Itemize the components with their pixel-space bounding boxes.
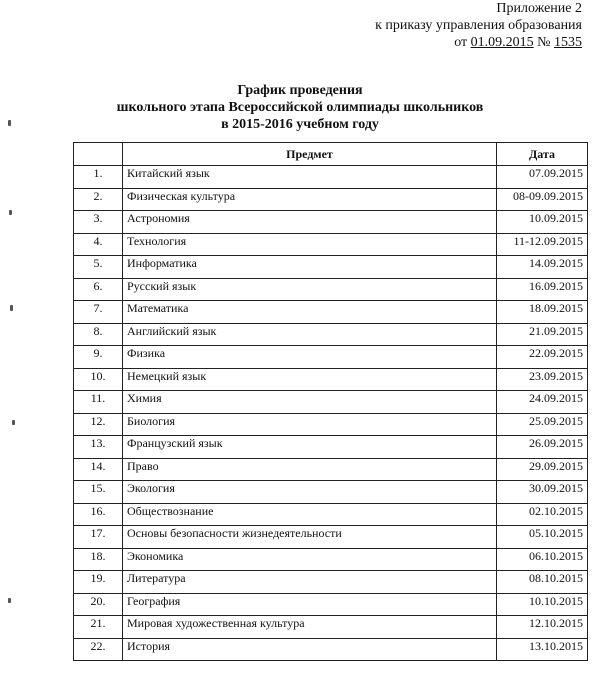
document-title — [0, 82, 600, 133]
row-subject: Французский язык — [123, 436, 497, 459]
table-row — [74, 301, 588, 324]
table-row — [74, 188, 588, 211]
order-date-line — [375, 34, 582, 51]
column-header-subject: Предмет — [123, 143, 497, 166]
row-date: 10.10.2015 — [497, 593, 588, 616]
row-subject: Физическая культура — [123, 188, 497, 211]
table-row — [74, 593, 588, 616]
order-date: 01.09.2015 — [470, 35, 534, 50]
order-number: 1535 — [554, 35, 582, 50]
row-date: 05.10.2015 — [497, 526, 588, 549]
row-number: 5. — [74, 256, 123, 279]
row-subject: Математика — [123, 301, 497, 324]
scan-mark — [12, 420, 15, 425]
row-date: 08-09.09.2015 — [497, 188, 588, 211]
table-row — [74, 391, 588, 414]
scan-mark — [9, 210, 12, 215]
row-subject: Астрономия — [123, 211, 497, 234]
row-number: 2. — [74, 188, 123, 211]
row-number: 4. — [74, 233, 123, 256]
row-subject: Право — [123, 458, 497, 481]
table-row — [74, 166, 588, 189]
row-date: 08.10.2015 — [497, 571, 588, 594]
scan-mark — [8, 120, 11, 126]
row-subject: Английский язык — [123, 323, 497, 346]
row-date: 25.09.2015 — [497, 413, 588, 436]
row-subject: Биология — [123, 413, 497, 436]
table-row — [74, 503, 588, 526]
row-number: 22. — [74, 638, 123, 661]
title-line-1: График проведения — [237, 83, 363, 98]
row-date: 14.09.2015 — [497, 256, 588, 279]
scan-mark — [10, 305, 13, 311]
row-number: 10. — [74, 368, 123, 391]
row-number: 20. — [74, 593, 123, 616]
row-subject: Немецкий язык — [123, 368, 497, 391]
table-row — [74, 571, 588, 594]
row-date: 30.09.2015 — [497, 481, 588, 504]
row-subject: Физика — [123, 346, 497, 369]
table-row — [74, 526, 588, 549]
row-subject: Экономика — [123, 548, 497, 571]
row-number: 1. — [74, 166, 123, 189]
row-subject: Русский язык — [123, 278, 497, 301]
row-date: 16.09.2015 — [497, 278, 588, 301]
table-row — [74, 638, 588, 661]
row-date: 29.09.2015 — [497, 458, 588, 481]
schedule-table — [73, 142, 588, 661]
row-date: 24.09.2015 — [497, 391, 588, 414]
row-subject: Китайский язык — [123, 166, 497, 189]
row-date: 06.10.2015 — [497, 548, 588, 571]
row-number: 15. — [74, 481, 123, 504]
row-number: 8. — [74, 323, 123, 346]
row-date: 26.09.2015 — [497, 436, 588, 459]
table-row — [74, 346, 588, 369]
row-subject: География — [123, 593, 497, 616]
table-row — [74, 616, 588, 639]
table-row — [74, 481, 588, 504]
row-number: 21. — [74, 616, 123, 639]
table-row — [74, 458, 588, 481]
table-header-row — [74, 143, 588, 166]
row-number: 17. — [74, 526, 123, 549]
order-reference: к приказу управления образования — [375, 18, 582, 33]
table-row — [74, 211, 588, 234]
scan-mark — [8, 598, 11, 603]
row-date: 22.09.2015 — [497, 346, 588, 369]
row-subject: Информатика — [123, 256, 497, 279]
row-date: 11-12.09.2015 — [497, 233, 588, 256]
row-subject: Мировая художественная культура — [123, 616, 497, 639]
row-number: 9. — [74, 346, 123, 369]
row-number: 7. — [74, 301, 123, 324]
row-date: 10.09.2015 — [497, 211, 588, 234]
row-date: 12.10.2015 — [497, 616, 588, 639]
row-date: 23.09.2015 — [497, 368, 588, 391]
row-number: 18. — [74, 548, 123, 571]
row-date: 13.10.2015 — [497, 638, 588, 661]
table-row — [74, 233, 588, 256]
date-prefix: от — [454, 35, 468, 50]
row-subject: История — [123, 638, 497, 661]
row-date: 18.09.2015 — [497, 301, 588, 324]
table-row — [74, 278, 588, 301]
row-number: 13. — [74, 436, 123, 459]
row-number: 11. — [74, 391, 123, 414]
row-subject: Основы безопасности жизнедеятельности — [123, 526, 497, 549]
row-number: 19. — [74, 571, 123, 594]
row-date: 07.09.2015 — [497, 166, 588, 189]
document-header — [375, 0, 582, 51]
table-row — [74, 256, 588, 279]
table-row — [74, 368, 588, 391]
title-line-2: школьного этапа Всероссийской олимпиады школьников — [116, 100, 484, 115]
table-row — [74, 413, 588, 436]
appendix-label: Приложение 2 — [496, 1, 582, 16]
row-number: 14. — [74, 458, 123, 481]
number-sign: № — [537, 35, 551, 50]
table-row — [74, 323, 588, 346]
row-number: 12. — [74, 413, 123, 436]
row-subject: Химия — [123, 391, 497, 414]
row-subject: Литература — [123, 571, 497, 594]
row-date: 21.09.2015 — [497, 323, 588, 346]
row-date: 02.10.2015 — [497, 503, 588, 526]
column-header-number — [74, 143, 123, 166]
title-line-3: в 2015-2016 учебном году — [221, 117, 379, 132]
column-header-date: Дата — [497, 143, 588, 166]
row-number: 16. — [74, 503, 123, 526]
row-subject: Технология — [123, 233, 497, 256]
row-subject: Обществознание — [123, 503, 497, 526]
row-number: 6. — [74, 278, 123, 301]
row-subject: Экология — [123, 481, 497, 504]
table-row — [74, 436, 588, 459]
table-row — [74, 548, 588, 571]
row-number: 3. — [74, 211, 123, 234]
